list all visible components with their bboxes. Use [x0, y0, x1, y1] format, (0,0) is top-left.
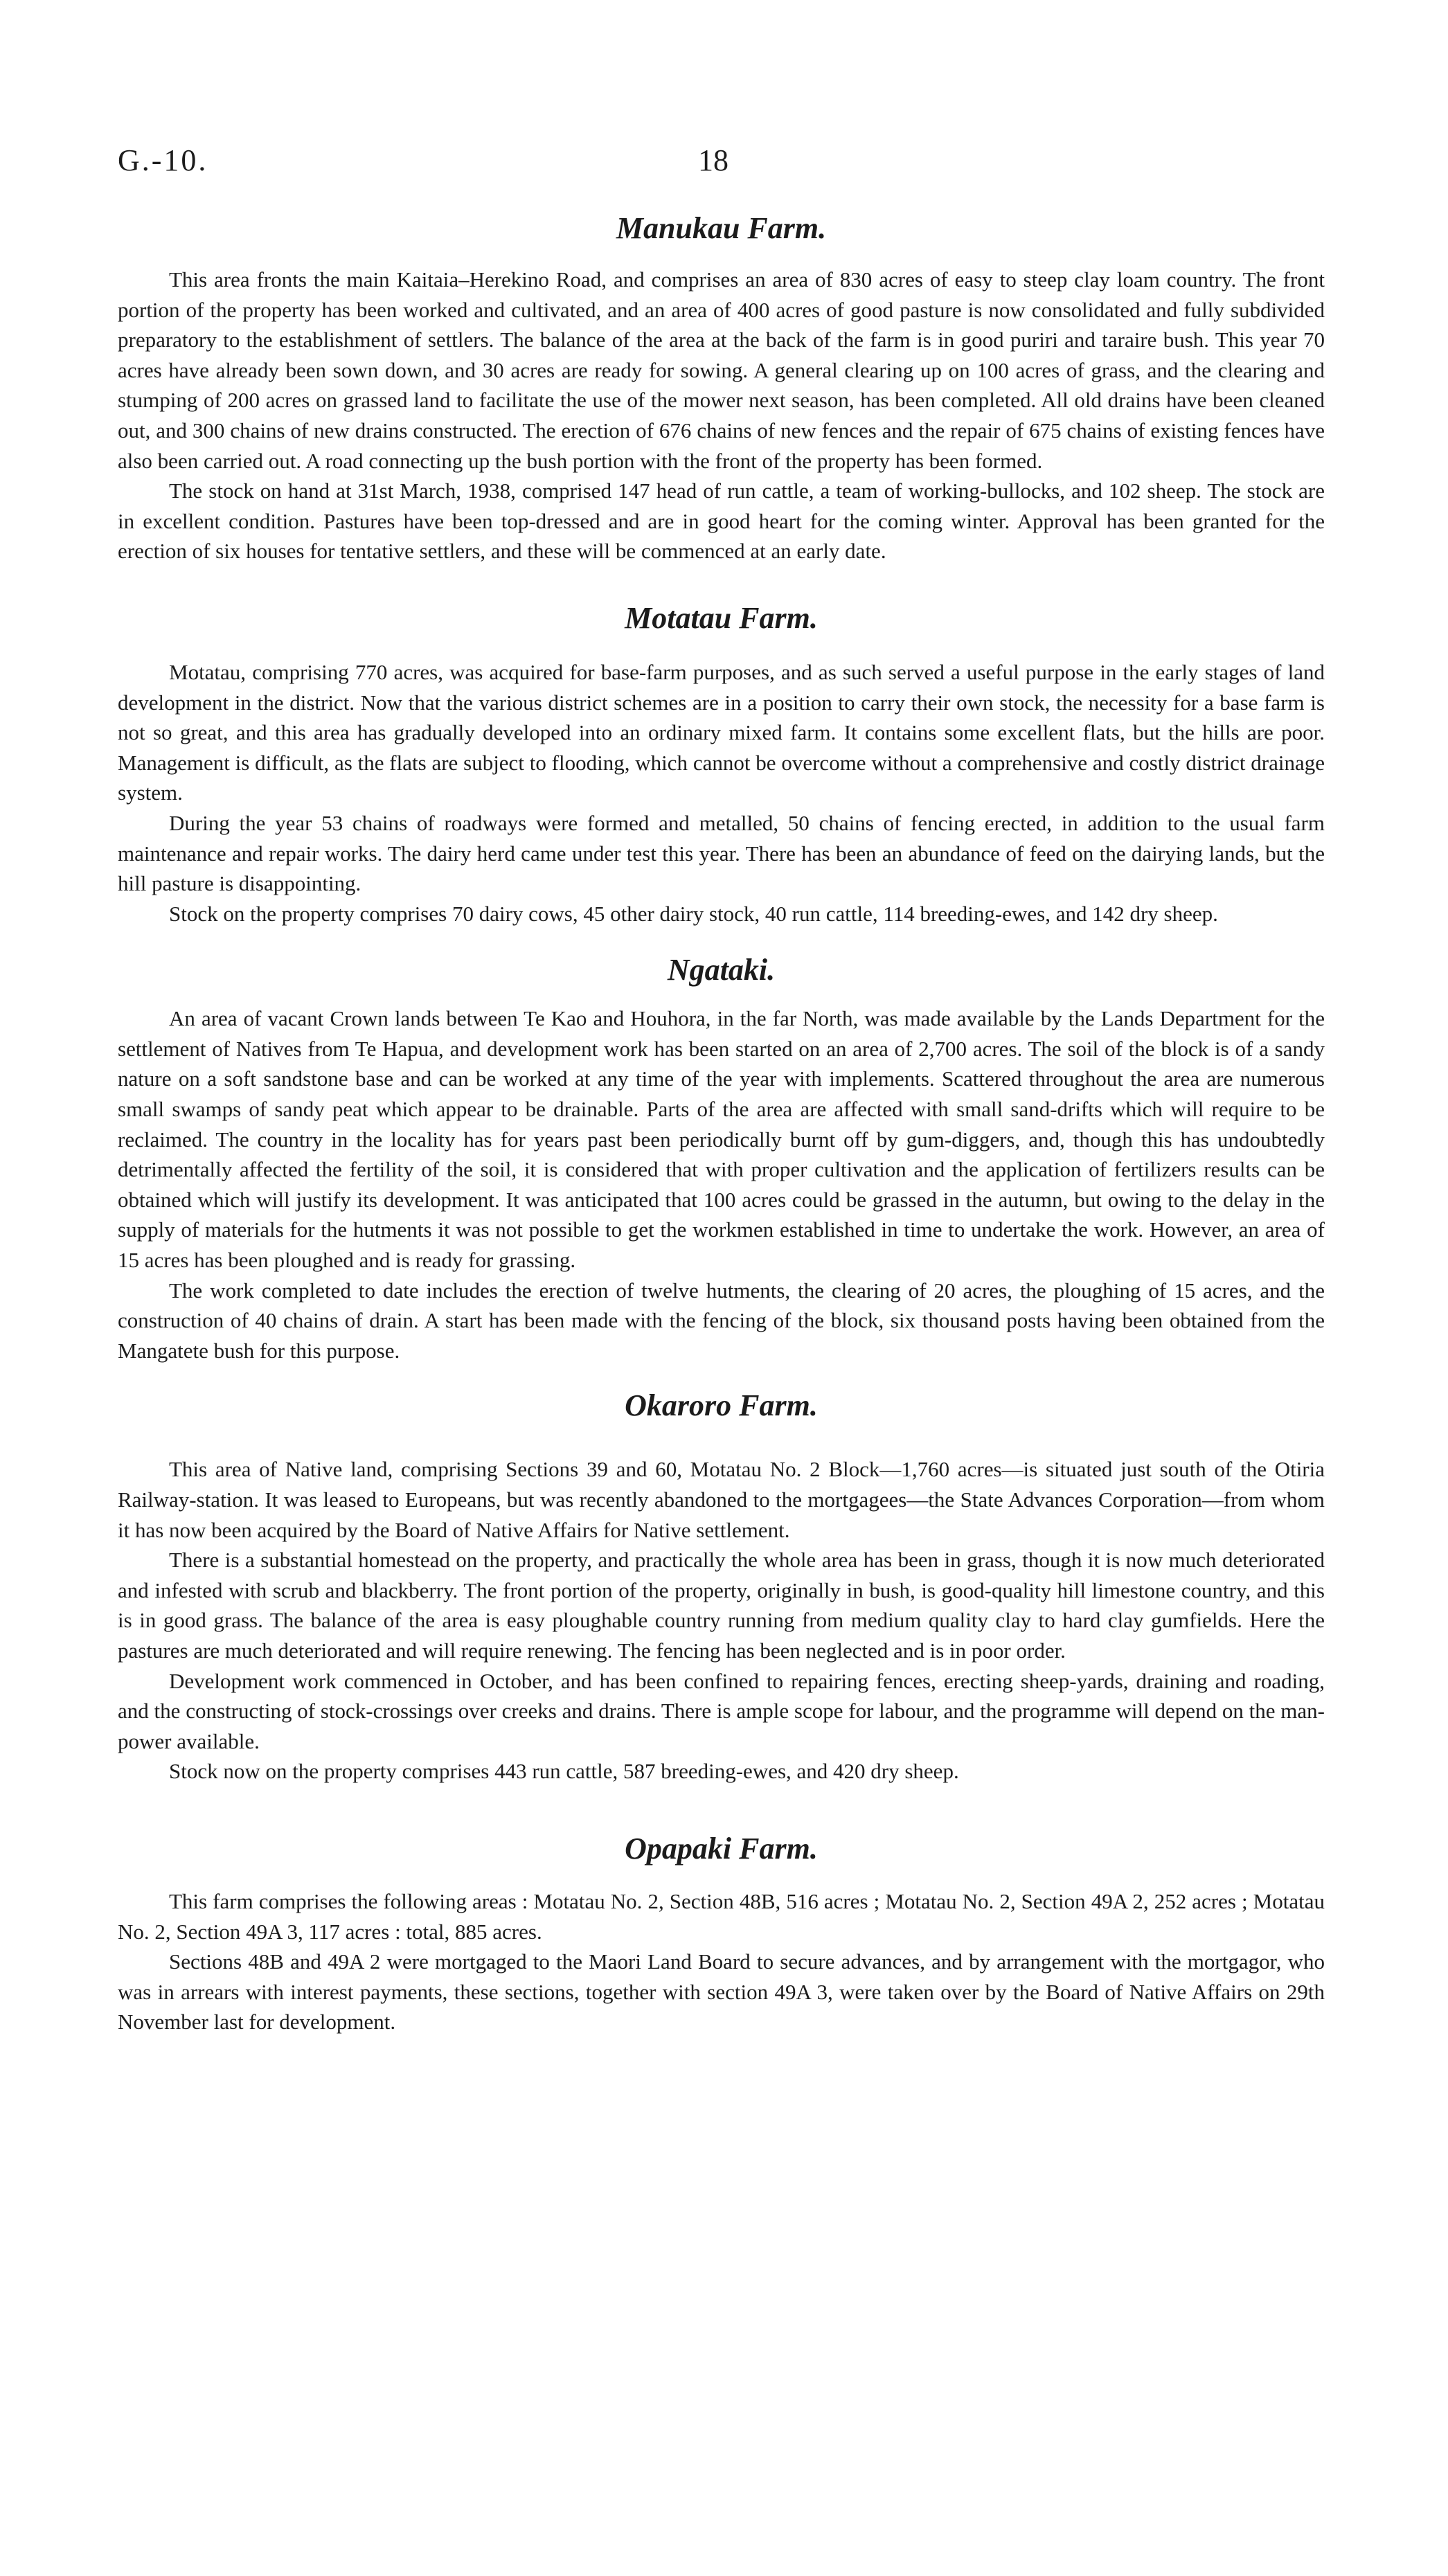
section-heading: Motatau Farm.	[625, 600, 818, 635]
paragraph: There is a substantial homestead on the property, and practically the whole area has been in grass, though it is now much deteriorated and infested with scrub and blackberry. The front portion of the property, originally in bush, is good-quality hill limestone country, and this is in good grass. The balance of the area is easy ploughable country running from medium quality clay to hard clay gumfields. Here the pastures are much deteriorated and will require renewing. The fencing has been neglected and is in poor order.	[118, 1548, 1325, 1663]
paragraph: Stock now on the property comprises 443 run cattle, 587 breeding-ewes, and 420 dry sheep.	[169, 1759, 959, 1784]
section-manukau-farm	[118, 208, 1325, 566]
page-reference: G.-10.	[118, 143, 208, 177]
paragraph: This area fronts the main Kaitaia–Herekino Road, and comprises an area of 830 acres of easy to steep clay loam country. The front portion of the property has been worked and cultivated, and an area of 400 acres of good pasture is now consolidated and fully subdivided preparatory to the establishment of settlers. The balance of the area at the back of the farm is in good puriri and taraire bush. This year 70 acres have already been sown down, and 30 acres are ready for sowing. A general clearing up on 100 acres of grass, and the clearing and stumping of 200 acres on grassed land to facilitate the use of the mower next season, has been completed. All old drains have been cleaned out, and 300 chains of new drains constructed. The erection of 676 chains of new fences and the repair of 675 chains of existing fences have also been carried out. A road connecting up the bush portion with the front of the property has been formed.	[118, 267, 1325, 473]
paragraph: This farm comprises the following areas : Motatau No. 2, Section 48B, 516 acres ; Motatau No. 2, Section 49A 2, 252 acres ; Motatau No. 2, Section 49A 3, 117 acres : total, 885 acres.	[118, 1888, 1325, 1944]
paragraph: The stock on hand at 31st March, 1938, comprised 147 head of run cattle, a team of working-bullocks, and 102 sheep. The stock are in excellent condition. Pastures have been top-dressed and are in good heart for the coming winter. Approval has been granted for the erection of six houses for tentative settlers, and these will be commenced at an early date.	[118, 478, 1325, 564]
paragraph: An area of vacant Crown lands between Te Kao and Houhora, in the far North, was made available by the Lands Department for the settlement of Natives from Te Hapua, and development work has been started on an area of 2,700 acres. The soil of the block is of a sandy nature on a soft sandstone base and can be worked at any time of the year with implements. Scattered throughout the area are numerous small swamps of sandy peat which appear to be drainable. Parts of the area are affected with small sand-drifts which will require to be reclaimed. The country in the locality has for years past been periodically burnt off by gum-diggers, and, though this has undoubtedly detrimentally affected the fertility of the soil, it is considered that with proper cultivation and the application of fertilizers results can be obtained which will justify its development. It was anticipated that 100 acres could be grassed in the autumn, but owing to the delay in the supply of materials for the hutments it was not possible to get the workmen established in time to undertake the work. However, an area of 15 acres has been ploughed and is ready for grassing.	[118, 1006, 1325, 1273]
section-heading: Okaroro Farm.	[625, 1388, 818, 1423]
paragraph: Sections 48B and 49A 2 were mortgaged to the Maori Land Board to secure advances, and by arrangement with the mortgagor, who was in arrears with interest payments, these sections, together with section 49A 3, were taken over by the Board of Native Affairs on 29th November last for development.	[118, 1949, 1325, 2034]
paragraph: Stock on the property comprises 70 dairy cows, 45 other dairy stock, 40 run cattle, 114 breeding-ewes, and 142 dry sheep.	[169, 901, 1218, 926]
section-motatau-farm	[118, 598, 1325, 929]
section-opapaki-farm	[118, 1828, 1325, 2037]
document-body	[118, 208, 1325, 2037]
section-heading: Manukau Farm.	[616, 211, 827, 245]
section-okaroro-farm	[118, 1385, 1325, 1787]
paragraph: The work completed to date includes the erection of twelve hutments, the clearing of 20 acres, the ploughing of 15 acres, and the construction of 40 chains of drain. A start has been made with the fencing of the block, six thousand posts having been obtained from the Mangatete bush for this purpose.	[118, 1278, 1325, 1363]
page-header	[118, 143, 1323, 184]
paragraph: During the year 53 chains of roadways were formed and metalled, 50 chains of fencing erected, in addition to the usual farm maintenance and repair works. The dairy herd came under test this year. There has been an abundance of feed on the dairying lands, but the hill pasture is disappointing.	[118, 810, 1325, 896]
paragraph: This area of Native land, comprising Sections 39 and 60, Motatau No. 2 Block—1,760 acres—is situated just south of the Otiria Railway-station. It was leased to Europeans, but was recently abandoned to the mortgagees—the State Advances Corporation—from whom it has now been acquired by the Board of Native Affairs for Native settlement.	[118, 1457, 1325, 1542]
page-number: 18	[698, 143, 729, 177]
paragraph: Motatau, comprising 770 acres, was acquired for base-farm purposes, and as such served a useful purpose in the early stages of land development in the district. Now that the various district schemes are in a position to carry their own stock, the necessity for a base farm is not so great, and this area has gradually developed into an ordinary mixed farm. It contains some excellent flats, but the hills are poor. Management is difficult, as the flats are subject to flooding, which cannot be overcome without a comprehensive and costly district drainage system.	[118, 659, 1325, 805]
section-heading: Ngataki.	[667, 953, 776, 987]
section-heading: Opapaki Farm.	[625, 1831, 818, 1866]
section-ngataki	[118, 949, 1325, 1366]
paragraph: Development work commenced in October, and has been confined to repairing fences, erecting sheep-yards, draining and roading, and the constructing of stock-crossings over creeks and drains. There is ample scope for labour, and the programme will depend on the man-power available.	[118, 1668, 1325, 1753]
